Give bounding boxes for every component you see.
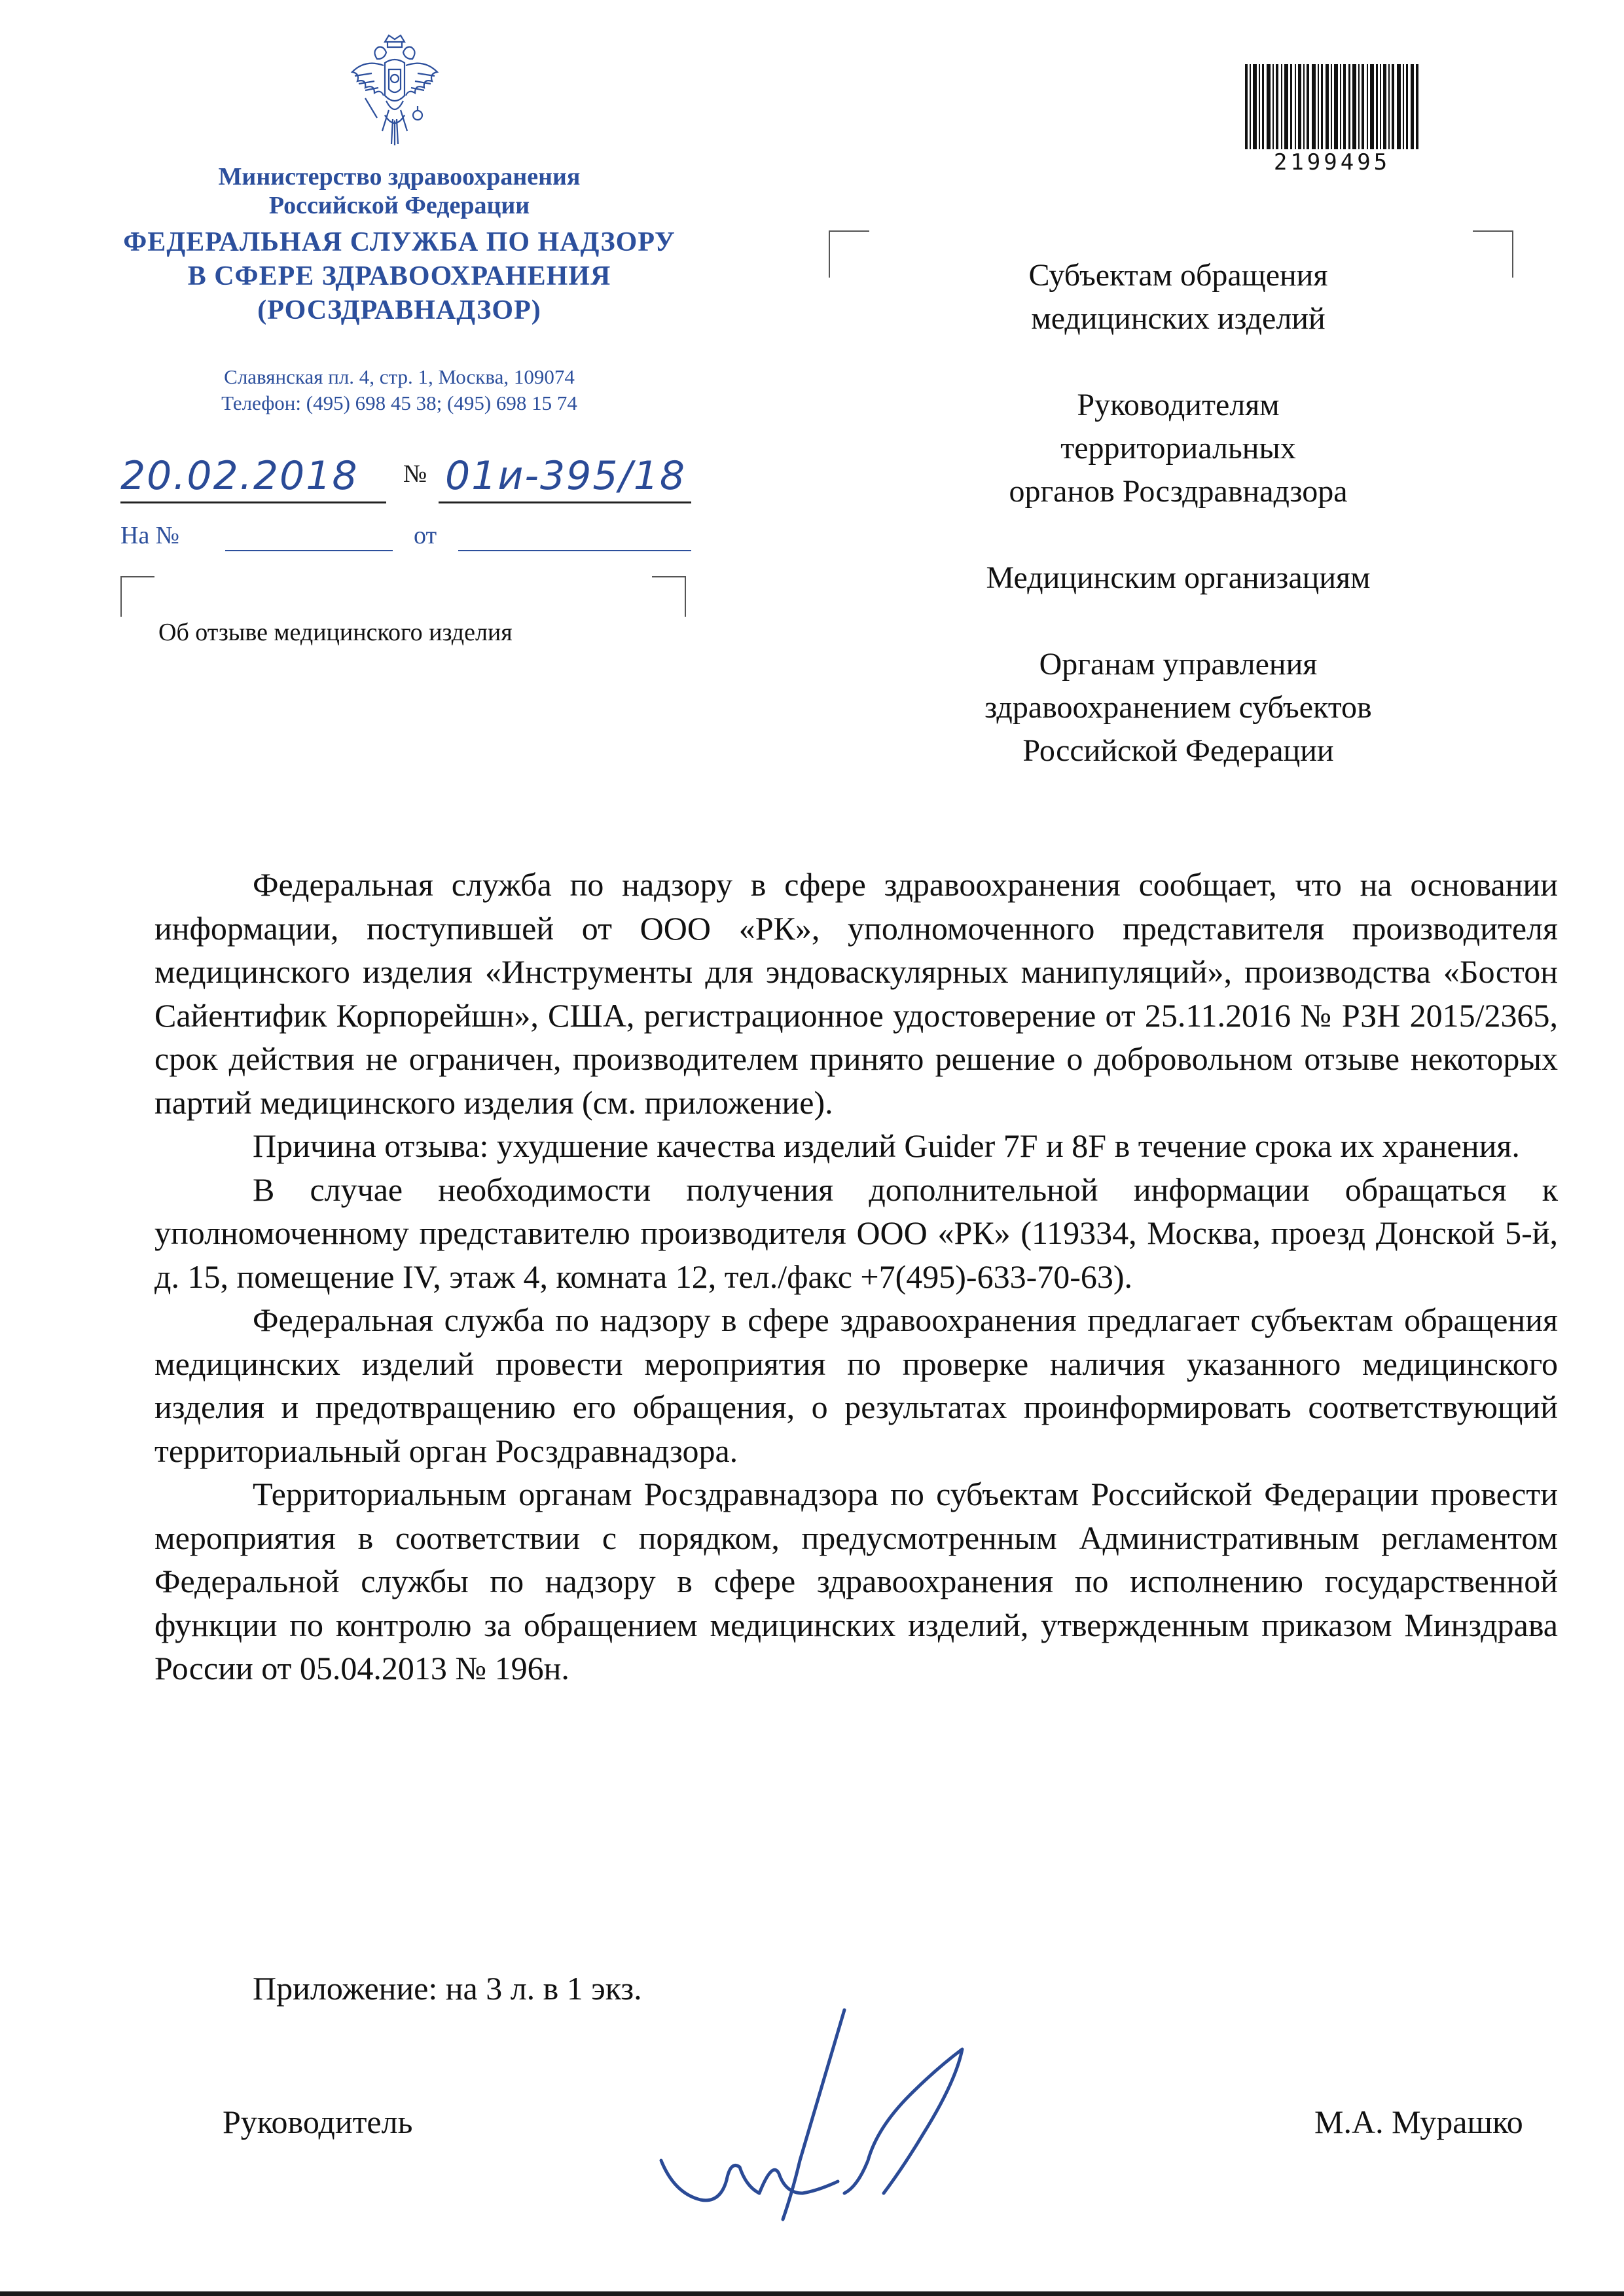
addressee-line: медицинских изделий [1031, 301, 1326, 336]
signatory-name: М.А. Мурашко [1314, 2104, 1523, 2140]
subject-bracket-left [120, 576, 154, 617]
body-paragraph-5: Территориальным органам Росздравнадзора по субъектам Российской Федерации провести мероприятия в соответствии с порядком, предусмотренным Административным регламентом Федеральной службы по надзору в сфере здравоохранения по исполнению государственной функции по контролю за обращением медицинских изделий, утвержденным приказом Минздрава России от 05.04.2013 № 196н. [154, 1476, 1558, 1686]
ref-number-label: На № [120, 522, 180, 549]
body-paragraph-4: Федеральная служба по надзору в сфере здравоохранения предлагает субъектам обращения медицинских изделий провести мероприятия по проверке наличия указанного медицинского изделия и предотвращению его обращения, о результатах проинформировать соответствующий территориальный орган Росздравнадзора. [154, 1302, 1558, 1469]
addressee-3 [890, 556, 1466, 600]
barcode-number: 2199495 [1273, 149, 1391, 175]
addressee-bracket-left [829, 230, 869, 278]
coat-of-arms-emblem-icon [346, 33, 444, 151]
phone-line: Телефон: (495) 698 45 38; (495) 698 15 74 [221, 392, 577, 414]
service-line-2: В СФЕРЕ ЗДРАВООХРАНЕНИЯ [187, 261, 611, 291]
letterhead-address [131, 364, 668, 416]
ministry-name [131, 162, 668, 220]
letter-subject: Об отзыве медицинского изделия [158, 619, 513, 646]
service-line-1: ФЕДЕРАЛЬНАЯ СЛУЖБА ПО НАДЗОРУ [123, 227, 676, 257]
addressee-line: территориальных [1060, 431, 1296, 465]
reference-line [120, 521, 696, 560]
addressee-line: Субъектам обращения [1028, 258, 1328, 293]
addressee-2 [890, 384, 1466, 513]
address-line: Славянская пл. 4, стр. 1, Москва, 109074 [224, 365, 575, 388]
body-paragraph-1: Федеральная служба по надзору в сфере здравоохранения сообщает, что на основании информации, поступившей от ООО «РК», уполномоченного представителя производителя медицинского изделия «Инструменты для эндоваскулярных манипуляций», производства «Бостон Сайентифик Корпорейшн», США, регистрационное удостоверение от 25.11.2016 № РЗН 2015/2365, срок действия не ограничен, производителем принято решение о добровольном отзыве некоторых партий медицинского изделия (см. приложение). [154, 866, 1558, 1121]
body-paragraph-2: Причина отзыва: ухудшение качества изделий Guider 7F и 8F в течение срока их хранения. [253, 1127, 1520, 1164]
addressee-1 [890, 254, 1466, 340]
handwritten-date: 20.02.2018 [120, 453, 359, 499]
date-number-line [120, 437, 710, 509]
number-sign: № [403, 460, 427, 488]
ref-from-label: от [414, 522, 437, 549]
letter-body [154, 863, 1558, 1690]
service-line-3: (РОСЗДРАВНАДЗОР) [257, 295, 541, 325]
signatory-title: Руководитель [223, 2104, 413, 2140]
addressee-bracket-right [1473, 230, 1513, 278]
appendix-note: Приложение: на 3 л. в 1 экз. [253, 1970, 642, 2007]
addressee-line: здравоохранением субъектов [984, 690, 1372, 725]
barcode-icon [1244, 64, 1420, 149]
addressee-line: Российской Федерации [1022, 733, 1334, 768]
body-paragraph-3: В случае необходимости получения дополнительной информации обращаться к уполномоченному представителю производителя ООО «РК» (119334, Москва, проезд Донской 5-й, д. 15, помещение IV, этаж 4, комната 12, тел./факс +7(495)-633-70-63). [154, 1171, 1558, 1295]
addressee-line: Органам управления [1039, 647, 1318, 682]
scan-bottom-edge [0, 2291, 1624, 2296]
addressee-line: Руководителям [1077, 388, 1280, 422]
addressee-4 [890, 643, 1466, 773]
service-name [98, 225, 700, 327]
subject-bracket-right [652, 576, 686, 617]
addressee-line: Медицинским организациям [986, 560, 1371, 595]
handwritten-signature-icon [648, 1997, 1028, 2239]
ministry-line-1: Министерство здравоохранения [218, 163, 581, 191]
ministry-line-2: Российской Федерации [268, 192, 530, 219]
handwritten-number: 01и-395/18 [445, 453, 687, 499]
addressee-block [890, 254, 1466, 816]
addressee-line: органов Росздравнадзора [1009, 474, 1348, 509]
